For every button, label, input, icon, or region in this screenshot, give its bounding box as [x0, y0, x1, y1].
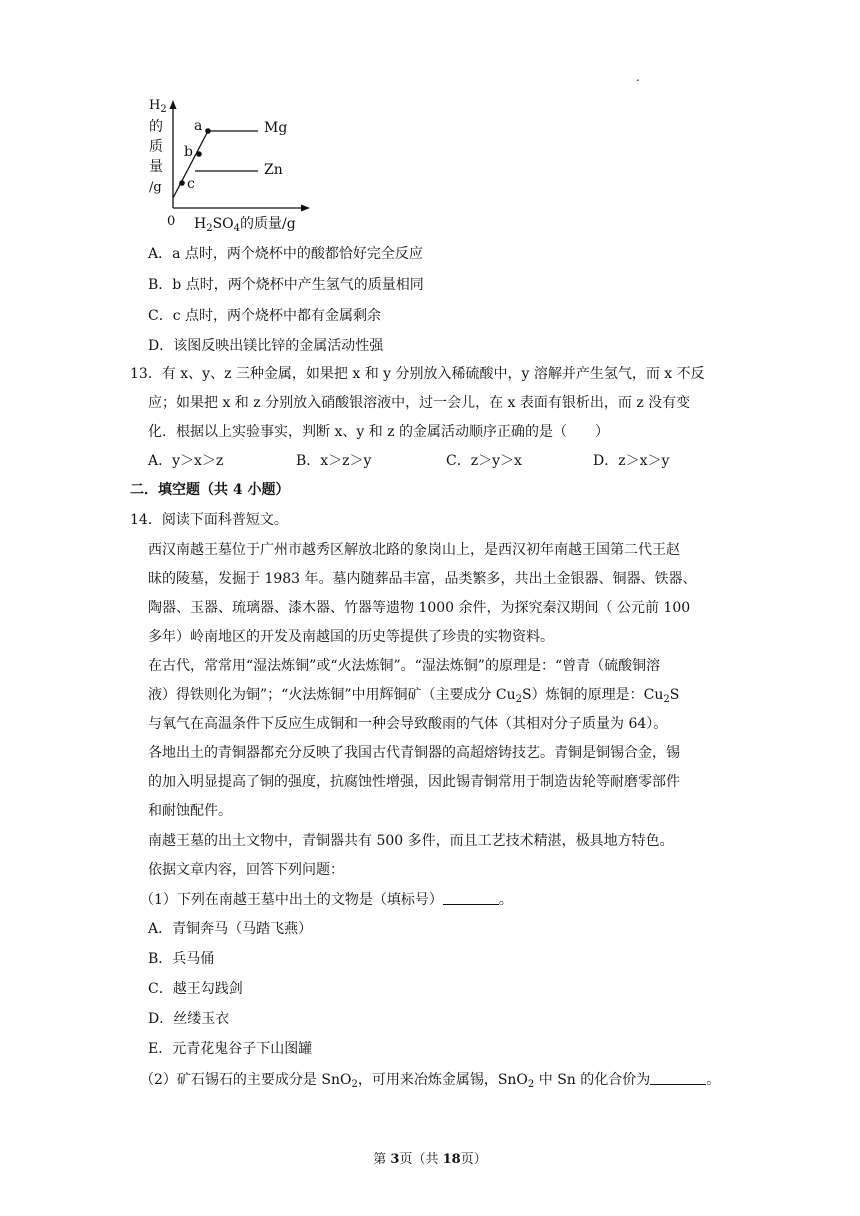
page-mark: . [636, 70, 640, 84]
q14-sub1-option-a: A．青铜奔马（马踏飞燕） [148, 921, 313, 937]
y-axis-label-3: 量 [149, 159, 163, 175]
origin-label: 0 [167, 214, 176, 229]
q14-para2-sub: 2 [515, 694, 523, 705]
q14-para3-line2: 的加入明显提高了铜的强度，抗腐蚀性增强，因此锡青铜常用于制造齿轮等耐磨零部件 [148, 774, 680, 790]
x-label-h: H [194, 216, 207, 232]
label-zn: Zn [264, 162, 283, 178]
q13-option-c: C．z＞y＞x [446, 453, 522, 469]
q14-para2-line3: 与氧气在高温条件下反应生成铜和一种会导致酸雨的气体（其相对分子质量为 64）。 [148, 716, 668, 732]
footer-post: 页） [460, 1152, 487, 1167]
q14-para2-line2 [148, 685, 679, 710]
q14-para2-line2-a: 液）得铁则化为铜”；“火法炼铜”中用辉铜矿（主要成分 Cu [148, 687, 516, 703]
q14-sub1-end: 。 [498, 892, 513, 908]
q14-para2-line1: 在古代，常常用“湿法炼铜”或“火法炼铜”。“湿法炼铜”的原理是：“曾青（硫酸铜溶 [148, 658, 661, 674]
y-axis-arrow [170, 100, 177, 109]
label-c: c [187, 176, 195, 192]
q13-option-a: A．y＞x＞z [148, 453, 224, 469]
x-label-so: SO [212, 216, 234, 232]
y-axis-label-4: /g [149, 180, 162, 195]
answer-blank-1[interactable] [443, 889, 499, 905]
q14-para2-sub2: 2 [663, 694, 670, 705]
footer-mid: 页（共 [399, 1152, 443, 1167]
q14-para1-line1: 西汉南越王墓位于广州市越秀区解放北路的象岗山上，是西汉初年南越王国第二代王赵 [148, 542, 680, 558]
q12-option-c: C．c 点时，两个烧杯中都有金属剩余 [148, 308, 382, 324]
q14-sub1-option-d: D．丝缕玉衣 [148, 1011, 230, 1027]
x-axis-label [194, 213, 296, 234]
q14-para1-line4: 多年）岭南地区的开发及南越国的历史等提供了珍贵的实物资料。 [148, 629, 554, 645]
answer-blank-2[interactable] [650, 1069, 706, 1085]
q13-line-2: 应；如果把 x 和 z 分别放入硝酸银溶液中，过一会儿，在 x 表面有银析出，而 z 没有变 [148, 395, 691, 411]
hydrogen-mass-graph [140, 96, 310, 236]
y-label-h-sub: 2 [160, 104, 167, 115]
q14-para3-line3: 和耐蚀配件。 [148, 803, 232, 819]
q14-para3-line1: 各地出土的青铜器都充分反映了我国古代青铜器的高超熔铸技艺。青铜是铜锡合金，锡 [148, 745, 680, 761]
q14-sub1-text: （1）下列在南越王墓中出土的文物是（填标号） [140, 892, 443, 908]
x-label-sub2: 4 [233, 223, 241, 234]
label-a: a [194, 118, 203, 134]
q14-sub2-end: 。 [706, 1072, 721, 1088]
point-c [179, 180, 185, 186]
y-label-h: H [149, 98, 161, 113]
q12-option-d: D．该图反映出镁比锌的金属活动性强 [148, 338, 384, 354]
q13-option-b: B．x＞z＞y [296, 453, 372, 469]
q14-sub2-c: 中 Sn 的化合价为 [534, 1072, 651, 1088]
q14-para4: 南越王墓的出土文物中，青铜器共有 500 多件，而且工艺技术精湛，极具地方特色。 [148, 833, 674, 849]
page-footer [0, 1148, 860, 1167]
q14-intro: 14．阅读下面科普短文。 [130, 512, 288, 528]
q13-line-3: 化．根据以上实验事实，判断 x、y 和 z 的金属活动顺序正确的是（ ） [148, 424, 609, 440]
footer-total-pages: 18 [442, 1152, 461, 1167]
section-title: 二．填空题（共 4 小题） [130, 482, 290, 498]
y-axis-label-2: 质 [149, 139, 163, 155]
q14-sub2-a: （2）矿石锡石的主要成分是 SnO [140, 1072, 352, 1088]
q14-para1-line2: 昧的陵墓，发掘于 1983 年。墓内随葬品丰富，品类繁多，共出土金银器、铜器、铁器、 [148, 571, 697, 587]
label-b: b [184, 144, 193, 160]
y-axis-label-1: 的 [149, 119, 163, 135]
q14-sub2-b: ，可用来冶炼金属锡，SnO [357, 1072, 528, 1088]
footer-pre: 第 [373, 1152, 391, 1167]
label-mg: Mg [264, 120, 288, 136]
x-axis-arrow [301, 205, 310, 212]
footer-page-number: 3 [390, 1152, 400, 1167]
x-label-rest: 的质量/g [240, 216, 296, 232]
q14-sub1-option-b: B．兵马俑 [148, 951, 215, 967]
q12-option-b: B．b 点时，两个烧杯中产生氢气的质量相同 [148, 277, 424, 293]
q13-option-d: D．z＞x＞y [593, 453, 670, 469]
q14-para2-line2-c: S [669, 687, 680, 703]
point-a [205, 128, 211, 134]
point-b [196, 151, 202, 157]
q14-para5: 依据文章内容，回答下列问题： [148, 862, 344, 878]
q14-sub2-sub2: 2 [527, 1079, 535, 1090]
q14-sub1 [140, 889, 513, 910]
q14-sub1-option-e: E．元青花鬼谷子下山图罐 [148, 1041, 313, 1057]
x-label-sub1: 2 [206, 223, 213, 234]
q12-option-a: A．a 点时，两个烧杯中的酸都恰好完全反应 [148, 246, 423, 262]
q14-sub2-sub: 2 [351, 1079, 358, 1090]
q14-sub1-option-c: C．越王勾践剑 [148, 981, 243, 997]
q13-line-1: 13．有 x、y、z 三种金属，如果把 x 和 y 分别放入稀硫酸中，y 溶解并产生氢气，而 x 不反 [130, 366, 705, 382]
q14-para1-line3: 陶器、玉器、琉璃器、漆木器、竹器等遗物 1000 余件，为探究秦汉期间（ 公元前 100 [148, 600, 691, 616]
q14-sub2 [140, 1069, 720, 1095]
q14-para2-line2-b: S）炼铜的原理是：Cu [522, 687, 664, 703]
y-axis-label [149, 98, 167, 118]
